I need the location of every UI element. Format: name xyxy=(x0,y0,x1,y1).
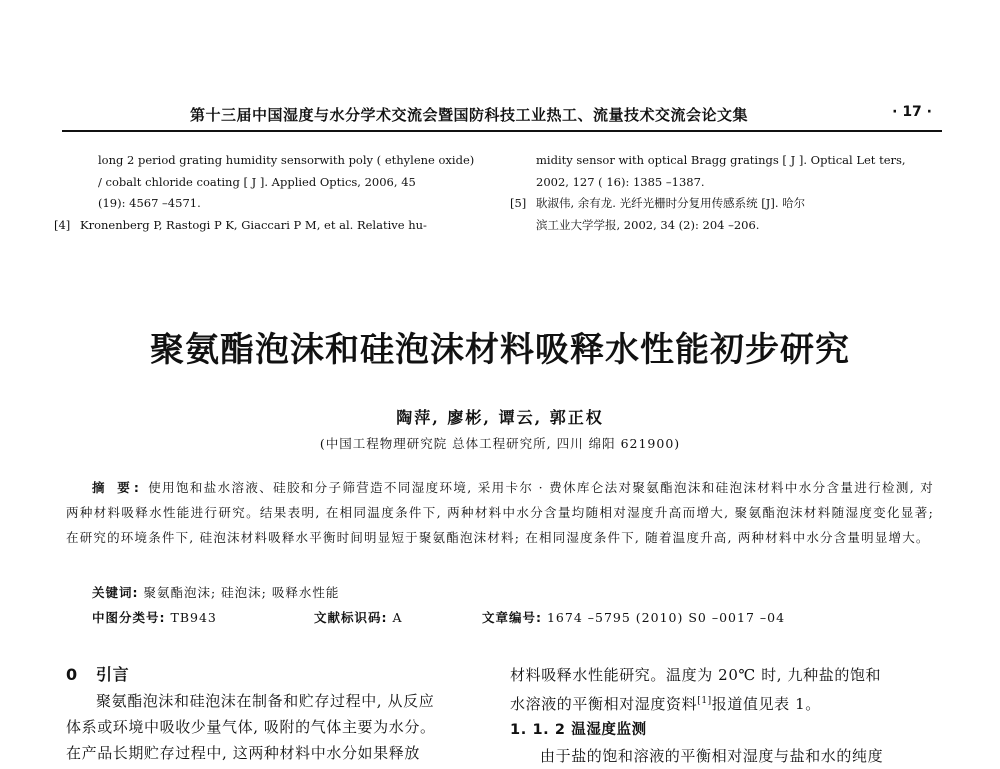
references-left-column xyxy=(54,150,488,236)
section-heading xyxy=(66,662,484,688)
reference-entry xyxy=(72,150,488,215)
body-line: 在产品长期贮存过程中, 这两种材料中水分如果释放 xyxy=(66,744,420,762)
reference-line: 耿淑伟, 余有龙. 光纤光栅时分复用传感系统 [J]. 哈尔 xyxy=(536,196,806,210)
article-number-label: 文章编号: xyxy=(482,610,542,625)
article-number-group xyxy=(482,608,785,626)
reference-entry xyxy=(510,193,930,236)
reference-line: Kronenberg P, Rastogi P K, Giaccari P M, et al. Relative hu- xyxy=(80,217,427,232)
section-number: 0 xyxy=(66,665,78,684)
references-right-column xyxy=(510,150,930,236)
reference-line: / cobalt chloride coating [ J ]. Applied Optics, 2006, 45 xyxy=(98,174,416,189)
abstract xyxy=(66,475,934,550)
body-line: 材料吸释水性能研究。温度为 20℃ 时, 九种盐的饱和 xyxy=(510,666,882,684)
body-left-column xyxy=(66,662,484,766)
reference-number: [5] xyxy=(510,196,527,210)
article-number-value: 1674 –5795 (2010) S0 –0017 –04 xyxy=(546,610,786,625)
body-right-column xyxy=(510,662,935,769)
affiliation: (中国工程物理研究院 总体工程研究所, 四川 绵阳 621900) xyxy=(319,436,681,451)
keywords xyxy=(92,583,339,601)
running-title: 第十三届中国湿度与水分学术交流会暨国防科技工业热工、流量技术交流会论文集 xyxy=(190,106,749,124)
reference-entry xyxy=(54,215,488,237)
body-text: 水溶液的平衡相对湿度资料 xyxy=(510,695,698,713)
reference-entry xyxy=(510,150,930,193)
body-line: 聚氨酯泡沫和硅泡沫在制备和贮存过程中, 从反应 xyxy=(96,692,435,710)
doc-code-value: A xyxy=(392,610,403,625)
page-number: · 17 · xyxy=(892,104,932,120)
doc-code-label: 文献标识码: xyxy=(314,610,388,625)
reference-line: (19): 4567 –4571. xyxy=(98,196,201,210)
article-title: 聚氨酯泡沫和硅泡沫材料吸释水性能初步研究 xyxy=(150,330,850,370)
abstract-label: 摘 要: xyxy=(92,480,143,495)
citation-ref: [1] xyxy=(697,696,712,706)
running-header xyxy=(62,100,942,132)
keywords-label: 关键词: xyxy=(92,585,139,600)
body-line xyxy=(510,688,935,717)
clc-value: TB943 xyxy=(170,610,217,625)
clc-group xyxy=(92,608,217,626)
body-line: 由于盐的饱和溶液的平衡相对湿度与盐和水的纯度 xyxy=(540,747,884,765)
reference-line: 滨工业大学学报, 2002, 34 (2): 204 –206. xyxy=(536,217,760,232)
body-line: 体系或环境中吸收少量气体, 吸附的气体主要为水分。 xyxy=(66,718,436,736)
reference-line: midity sensor with optical Bragg gratings [ J ]. Optical Let ters, xyxy=(536,153,906,167)
doc-code-group xyxy=(314,608,403,626)
abstract-text: 使用饱和盐水溶液、硅胶和分子筛营造不同湿度环境, 采用卡尔 · 费休库仑法对聚氨酯泡沫和硅泡沫材料中水分含量进行检测, 对两种材料吸释水性能进行研究。结果表明, 在相同温度条件下, 两种材料中水分含量均随相对湿度升高而增大, 聚氨酯泡沫材料随湿度变化显著; 在研究的环境条件下, 硅泡沫材料吸释水平衡时间明显短于聚氨酯泡沫材料; 在相同湿度条件下, 随着温度升高, 两种材料中水分含量明显增大。 xyxy=(66,480,934,545)
section-title: 引言 xyxy=(96,665,130,684)
keywords-text: 聚氨酯泡沫; 硅泡沫; 吸释水性能 xyxy=(143,585,340,600)
reference-line: long 2 period grating humidity sensorwith poly ( ethylene oxide) xyxy=(98,153,475,167)
reference-line: 2002, 127 ( 16): 1385 –1387. xyxy=(536,174,705,189)
author-list: 陶萍, 廖彬, 谭云, 郭正权 xyxy=(396,408,604,427)
body-text: 报道值见表 1。 xyxy=(711,695,821,713)
reference-number: [4] xyxy=(54,217,71,232)
clc-label: 中图分类号: xyxy=(92,610,166,625)
subsection-heading: 1. 1. 2 温湿度监测 xyxy=(510,722,647,738)
